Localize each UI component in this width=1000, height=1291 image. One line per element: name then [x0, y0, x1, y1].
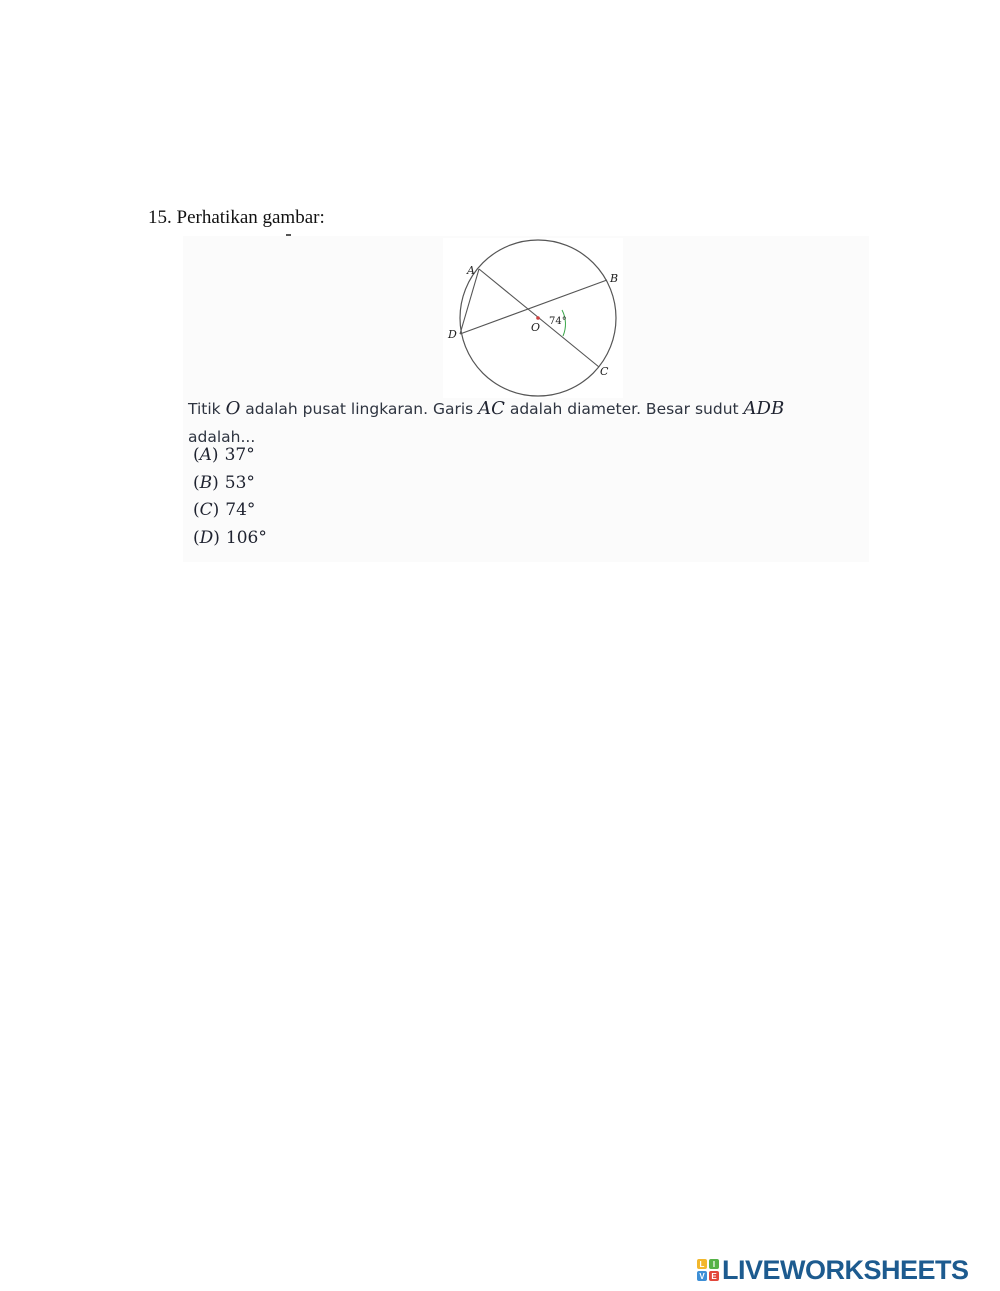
option-c[interactable] — [193, 500, 267, 528]
option-letter: D — [199, 527, 214, 548]
logo-icon — [697, 1259, 719, 1281]
question-prompt — [188, 395, 858, 451]
math-o: O — [225, 398, 241, 419]
answer-options — [193, 445, 267, 555]
label-o: O — [531, 321, 541, 334]
logo-text: LIVEWORKSHEETS — [722, 1254, 969, 1285]
label-d: D — [448, 328, 457, 341]
paren-close: ) — [212, 472, 219, 493]
logo-letter-l: L — [697, 1259, 707, 1269]
label-b: B — [610, 272, 619, 285]
option-b[interactable] — [193, 473, 267, 501]
prompt-text-4: adalah... — [188, 428, 256, 446]
option-value: 74° — [225, 500, 256, 520]
paren-close: ) — [211, 445, 219, 465]
math-ac: AC — [478, 398, 505, 419]
option-value: 53° — [224, 472, 255, 493]
logo-letter-i: I — [709, 1259, 719, 1269]
option-value: 37° — [224, 445, 255, 465]
prompt-text-1: Titik — [188, 400, 226, 418]
label-angle: 74° — [549, 316, 567, 327]
option-a[interactable] — [193, 445, 267, 473]
question-heading: 15. Perhatikan gambar: — [148, 207, 325, 228]
center-point — [536, 316, 540, 320]
option-letter: C — [199, 500, 213, 520]
label-c: C — [600, 365, 609, 378]
logo-letter-v: V — [697, 1271, 707, 1281]
chord-ad — [460, 269, 479, 334]
math-adb: ADB — [743, 398, 785, 419]
paren-open: ( — [193, 500, 200, 520]
option-letter: B — [199, 472, 213, 493]
label-a: A — [467, 264, 475, 277]
paren-close: ) — [213, 527, 220, 548]
option-value: 106° — [225, 527, 267, 548]
paren-open: ( — [193, 445, 200, 465]
paren-open: ( — [193, 472, 200, 493]
paren-close: ) — [212, 500, 220, 520]
liveworksheets-logo — [697, 1254, 969, 1286]
circle-diagram — [443, 238, 623, 398]
prompt-text-2: adalah pusat lingkaran. Garis — [240, 400, 479, 418]
prompt-text-3: adalah diameter. Besar sudut — [504, 400, 744, 418]
option-letter: A — [199, 445, 212, 465]
logo-letter-e: E — [709, 1271, 719, 1281]
option-d[interactable] — [193, 528, 267, 556]
paren-open: ( — [193, 527, 200, 548]
